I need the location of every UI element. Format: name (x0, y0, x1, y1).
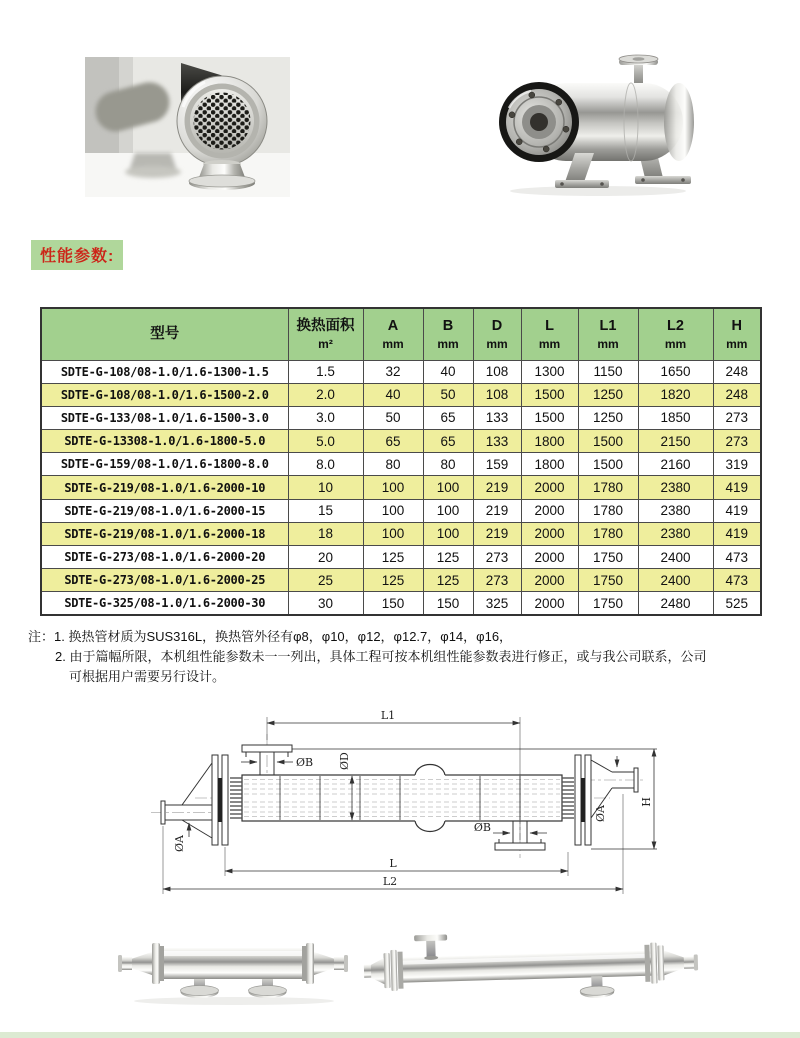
dim-label-phi-b-top: ØB (296, 756, 314, 769)
value-cell: 2380 (638, 522, 713, 545)
column-header-1: 换热面积 m² (288, 308, 363, 360)
value-cell: 1820 (638, 383, 713, 406)
shell-outline (242, 775, 562, 821)
value-cell: 40 (363, 383, 423, 406)
value-cell: 100 (363, 522, 423, 545)
value-cell: 2160 (638, 453, 713, 476)
value-cell: 2480 (638, 592, 713, 615)
value-cell: 2000 (521, 522, 578, 545)
value-cell: 50 (363, 406, 423, 429)
value-cell: 1850 (638, 406, 713, 429)
value-cell: 2000 (521, 499, 578, 522)
value-cell: 525 (713, 592, 761, 615)
value-cell: 32 (363, 360, 423, 383)
model-cell: SDTE-G-325/08-1.0/1.6-2000-30 (41, 592, 288, 615)
value-cell: 1150 (578, 360, 638, 383)
dim-label-h: H (640, 797, 653, 807)
value-cell: 219 (473, 522, 521, 545)
right-flange (306, 943, 314, 984)
value-cell: 100 (363, 499, 423, 522)
value-cell: 1250 (578, 406, 638, 429)
flange-foot (249, 979, 287, 998)
value-cell: 133 (473, 406, 521, 429)
value-cell: 25 (288, 569, 363, 592)
table-row (41, 499, 761, 522)
value-cell: 2400 (638, 546, 713, 569)
model-cell: SDTE-G-273/08-1.0/1.6-2000-25 (41, 569, 288, 592)
value-cell: 1250 (578, 383, 638, 406)
tube-bundle-left (230, 778, 242, 818)
value-cell: 150 (423, 592, 473, 615)
value-cell: 100 (423, 499, 473, 522)
left-cone (131, 952, 152, 975)
column-header-5: L mm (521, 308, 578, 360)
value-cell: 3.0 (288, 406, 363, 429)
dim-label-l: L (389, 857, 397, 870)
photo-vessel-with-legs (483, 50, 701, 198)
dim-label-l2: L2 (382, 875, 398, 888)
value-cell: 2150 (638, 430, 713, 453)
section-heading-text: 性能参数: (40, 248, 115, 265)
right-flange (650, 943, 657, 984)
value-cell: 1800 (521, 453, 578, 476)
dimension-drawing (145, 700, 665, 908)
model-cell: SDTE-G-219/08-1.0/1.6-2000-10 (41, 476, 288, 499)
note-line-2: 2. 由于篇幅所限，本机组性能参数未一一列出，具体工程可按本机组性能参数表进行修正，或与我公司联系，公司 (55, 649, 707, 664)
left-clamp-flange (212, 755, 228, 845)
model-cell: SDTE-G-133/08-1.0/1.6-1500-3.0 (41, 406, 288, 429)
value-cell: 2000 (521, 569, 578, 592)
value-cell: 273 (713, 406, 761, 429)
right-clamp-flange (575, 755, 591, 845)
value-cell: 5.0 (288, 430, 363, 453)
column-header-3: B mm (423, 308, 473, 360)
value-cell: 125 (423, 546, 473, 569)
value-cell: 2000 (521, 476, 578, 499)
value-cell: 100 (363, 476, 423, 499)
value-cell: 1500 (578, 430, 638, 453)
value-cell: 20 (288, 546, 363, 569)
value-cell: 219 (473, 499, 521, 522)
left-cone (370, 958, 385, 984)
value-cell: 2380 (638, 476, 713, 499)
value-cell: 125 (363, 569, 423, 592)
table-row (41, 453, 761, 476)
column-header-0: 型号 (41, 308, 288, 360)
model-cell: SDTE-G-159/08-1.0/1.6-1800-8.0 (41, 453, 288, 476)
value-cell: 15 (288, 499, 363, 522)
note-line-1: 注：1. 换热管材质为SUS316L，换热管外径有φ8，φ10，φ12，φ12.7，φ14，φ16， (28, 629, 513, 644)
value-cell: 419 (713, 476, 761, 499)
table-row (41, 430, 761, 453)
dim-label-phi-b-bottom: ØB (473, 821, 491, 834)
value-cell: 100 (423, 476, 473, 499)
value-cell: 125 (423, 569, 473, 592)
left-flange (390, 950, 397, 991)
value-cell: 419 (713, 522, 761, 545)
value-cell: 18 (288, 522, 363, 545)
value-cell: 40 (423, 360, 473, 383)
section-heading (31, 240, 123, 270)
left-flange (152, 943, 160, 984)
value-cell: 108 (473, 360, 521, 383)
value-cell: 219 (473, 476, 521, 499)
value-cell: 50 (423, 383, 473, 406)
value-cell: 159 (473, 453, 521, 476)
column-header-4: D mm (473, 308, 521, 360)
table-row (41, 476, 761, 499)
model-cell: SDTE-G-219/08-1.0/1.6-2000-18 (41, 522, 288, 545)
tube-bundle-right (562, 778, 574, 818)
dim-label-l1: L1 (380, 709, 396, 722)
value-cell: 65 (423, 430, 473, 453)
right-cone (664, 950, 686, 976)
value-cell: 150 (363, 592, 423, 615)
value-cell: 1500 (521, 406, 578, 429)
value-cell: 2000 (521, 592, 578, 615)
value-cell: 1.5 (288, 360, 363, 383)
notes (28, 627, 784, 687)
header-row (41, 308, 761, 360)
value-cell: 2380 (638, 499, 713, 522)
column-header-8: H mm (713, 308, 761, 360)
value-cell: 473 (713, 546, 761, 569)
column-header-7: L2 mm (638, 308, 713, 360)
value-cell: 2000 (521, 546, 578, 569)
table-row (41, 546, 761, 569)
column-header-2: A mm (363, 308, 423, 360)
column-header-6: L1 mm (578, 308, 638, 360)
table-row (41, 406, 761, 429)
table-row (41, 383, 761, 406)
value-cell: 1750 (578, 569, 638, 592)
value-cell: 248 (713, 360, 761, 383)
value-cell: 325 (473, 592, 521, 615)
model-cell: SDTE-G-219/08-1.0/1.6-2000-15 (41, 499, 288, 522)
value-cell: 1650 (638, 360, 713, 383)
photo-exchanger-flange-feet (115, 932, 353, 1006)
value-cell: 319 (713, 453, 761, 476)
table-row (41, 522, 761, 545)
value-cell: 100 (423, 522, 473, 545)
value-cell: 1780 (578, 476, 638, 499)
value-cell: 80 (363, 453, 423, 476)
expansion-joint (415, 765, 445, 776)
value-cell: 1800 (521, 430, 578, 453)
model-cell: SDTE-G-108/08-1.0/1.6-1300-1.5 (41, 360, 288, 383)
value-cell: 1300 (521, 360, 578, 383)
table-row (41, 360, 761, 383)
value-cell: 1780 (578, 499, 638, 522)
value-cell: 248 (713, 383, 761, 406)
dim-label-phi-d: ØD (338, 752, 351, 770)
dim-label-phi-a-right: ØA (594, 805, 607, 822)
value-cell: 65 (423, 406, 473, 429)
value-cell: 1780 (578, 522, 638, 545)
model-cell: SDTE-G-13308-1.0/1.6-1800-5.0 (41, 430, 288, 453)
value-cell: 2400 (638, 569, 713, 592)
dim-label-phi-a-left: ØA (173, 835, 186, 852)
value-cell: 2.0 (288, 383, 363, 406)
value-cell: 273 (473, 546, 521, 569)
flange-foot (580, 976, 615, 998)
spec-table (40, 307, 762, 616)
value-cell: 1500 (521, 383, 578, 406)
right-cone (314, 952, 335, 975)
value-cell: 80 (423, 453, 473, 476)
flange-foot (181, 979, 219, 998)
value-cell: 30 (288, 592, 363, 615)
value-cell: 65 (363, 430, 423, 453)
model-cell: SDTE-G-273/08-1.0/1.6-2000-20 (41, 546, 288, 569)
left-nozzle (161, 763, 212, 838)
value-cell: 108 (473, 383, 521, 406)
value-cell: 273 (713, 430, 761, 453)
photo-tube-sheet-closeup (85, 57, 290, 197)
value-cell: 473 (713, 569, 761, 592)
model-cell: SDTE-G-108/08-1.0/1.6-1500-2.0 (41, 383, 288, 406)
note-line-3: 可根据用户需要另行设计。 (69, 669, 226, 684)
value-cell: 125 (363, 546, 423, 569)
value-cell: 273 (473, 569, 521, 592)
value-cell: 133 (473, 430, 521, 453)
table-row (41, 569, 761, 592)
value-cell: 419 (713, 499, 761, 522)
table-row (41, 592, 761, 615)
photo-long-exchanger (363, 928, 703, 1010)
value-cell: 1750 (578, 592, 638, 615)
page-bottom-strip (0, 1032, 800, 1038)
value-cell: 10 (288, 476, 363, 499)
value-cell: 1750 (578, 546, 638, 569)
value-cell: 1500 (578, 453, 638, 476)
value-cell: 8.0 (288, 453, 363, 476)
